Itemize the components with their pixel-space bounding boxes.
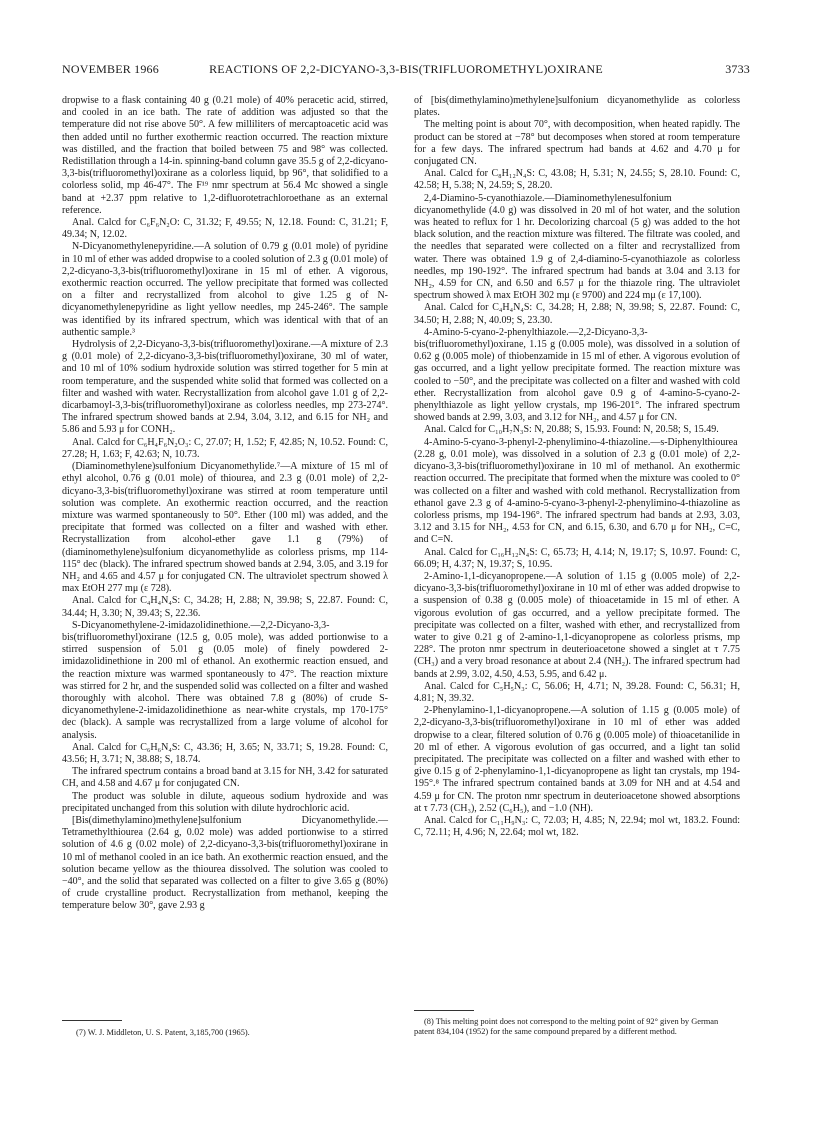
- paragraph: 2,4-Diamino-5-cyanothiazole.—Diaminomethylenesulfonium dicyanomethylide (4.0 g) was dissolved in 20 ml of hot water, and the solution was heated to reflux for 1 hr. Decolorizing charcoal (5 g) was added to the hot black solution, and the reaction mixture was filtered. The filtrate was cooled, and the needles that separated were collected on a filter and recrystallized from water. There was obtained 1.9 g of 2,4-diamino-5-cyanothiazole as colorless needles, mp 190-192°. The infrared spectrum had bands at 3.04 and 3.13 for NH₂, 4.59 for CN, and 6.50 and 6.57 μ for the thiazole ring. The ultraviolet spectrum showed λ max EtOH 302 mμ (ε 9700) and 224 mμ (ε 17,100).: [414, 192, 740, 302]
- paragraph: Anal. Calcd for C₆H₄F₆N₂O₃: C, 27.07; H, 1.52; F, 42.85; N, 10.52. Found: C, 27.28; H, 1.63; F, 42.63; N, 10.73.: [62, 436, 388, 460]
- paragraph: The infrared spectrum contains a broad band at 3.15 for NH, 3.42 for saturated CH, and 4.58 and 4.67 μ for conjugated CN.: [62, 766, 388, 790]
- right-column: [414, 95, 740, 839]
- paragraph: N-Dicyanomethylenepyridine.—A solution of 0.79 g (0.01 mole) of pyridine in 10 ml of ether was added dropwise to a cooled solution of 2.3 g (0.01 mole) of 2,2-dicyano-3,3-bis(trifluoromethyl)oxirane in 15 ml of ether. A vigorous, exothermic reaction occurred. The yellow precipitate that formed was collected on a filter and recrystallized from alcohol to give 1.25 g of N-dicyanomethylenepyridine as light yellow needles, mp 245-246°. The sample was identified by its infrared spectrum, which was identical with that of an authentic sample.³: [62, 241, 388, 338]
- paragraph: dropwise to a flask containing 40 g (0.21 mole) of 40% peracetic acid, stirred, and cooled in an ice bath. The rate of addition was adjusted so that the temperature did not rise above 50°. A few milliliters of mercaptoacetic acid was then added until no further exothermic reaction occurred. The reaction mixture was distilled, and the fraction that boiled between 75 and 98° was collected. Redistillation through a 14-in. spinning-band column gave 35.5 g of 2,2-dicyano-3,3-bis(trifluoromethyl)oxirane as a colorless liquid, bp 96°, that solidified to a colorless solid, mp 46-47°. The F¹⁹ nmr spectrum at 56.4 Mc showed a single band at +2.37 ppm relative to 1,2-difluorotetrachloroethane as an external reference.: [62, 95, 388, 216]
- paragraph: S-Dicyanomethylene-2-imidazolidinethione.—2,2-Dicyano-3,3-bis(trifluoromethyl)oxirane (12.5 g, 0.05 mole), was added portionwise to a stirred suspension of 5.01 g (0.05 mole) of finely powdered 2-imidazolidinethione in 200 ml of ethanol. An exothermic reaction ensued, and the reaction mixture was warmed spontaneously to 47°. The reaction mixture was stirred for 2 hr, and the suspended solid was collected on a filter and washed thoroughly with alcohol. There was obtained 7.8 g (80%) of crude S-dicyanomethylene-2-imidazolidinethione as near-white crystals, mp 170-175° dec (black). A sample was recrystallized from a large volume of alcohol for analysis.: [62, 619, 388, 741]
- left-column: [62, 95, 388, 913]
- paragraph: Hydrolysis of 2,2-Dicyano-3,3-bis(trifluoromethyl)oxirane.—A mixture of 2.3 g (0.01 mole) of 2,2-dicyano-3,3-bis(trifluoromethyl)oxirane, 30 ml of water, and 10 ml of 10% sodium hydroxide solution was stirred together for 5 min at room temperature, and the suspended white solid that formed was collected on a filter and washed with water. Recrystallization from alcohol gave 1.01 g of 2,2-dicarbamoyl-3,3-bis(trifluoromethyl)oxirane as colorless needles, mp 273-274°. The infrared spectrum showed bands at 2.94, 3.04, 3.12, and 6.15 for NH₂ and 5.86 and 5.93 μ for CONH₂.: [62, 339, 388, 436]
- paragraph: 2-Phenylamino-1,1-dicyanopropene.—A solution of 1.15 g (0.005 mole) of 2,2-dicyano-3,3-bis(trifluoromethyl)oxirane in 10 ml of ether was added dropwise to a clear, filtered solution of 0.76 g (0.005 mole) of thioacetanilide in 20 ml of ether. A vigorous evolution of gas occurred, and a light tan solid precipitated. The precipitate was collected on a filter and washed with ether to give 0.15 g of 2-phenylamino-1,1-dicyanopropene as light tan crystals, mp 194-195°.⁸ The infrared spectrum contained bands at 3.09 for NH and at 4.54 and 4.59 μ for CN. The proton nmr spectrum in deuterioacetone showed absorptions at τ 7.73 (CH₃), 2.52 (C₆H₅), and −1.0 (NH).: [414, 705, 740, 814]
- header-title: REACTIONS OF 2,2-DICYANO-3,3-BIS(TRIFLUOROMETHYL)OXIRANE: [209, 62, 603, 76]
- paragraph: (Diaminomethylene)sulfonium Dicyanomethylide.⁷—A mixture of 15 ml of ethyl alcohol, 0.76 g (0.01 mole) of thiourea, and 2.3 g (0.01 mole) of 2,2-dicyano-3,3-bis(trifluoromethyl)oxirane was stirred at room temperature until solution was complete. An exothermic reaction occurred, and the reaction mixture was warmed spontaneously to 50°. Ether (100 ml) was added, and the precipitate that formed was collected on a filter and washed with ether. Recrystallization from alcohol-ether gave 1.1 g (79%) of (diaminomethylene)sulfonium dicyanomethylide as colorless prisms, mp 114-115° dec (black). The infrared spectrum showed bands at 2.94, 3.05, and 3.19 for NH₂ and 4.65 and 4.57 μ for conjugated CN. The ultraviolet spectrum showed λ max EtOH 277 mμ (ε 728).: [62, 461, 388, 595]
- paragraph: 2-Amino-1,1-dicyanopropene.—A solution of 1.15 g (0.005 mole) of 2,2-dicyano-3,3-bis(trifluoromethyl)oxirane in 10 ml of ether was added dropwise to a suspension of 0.38 g (0.005 mole) of thioacetamide in 15 ml of ether. A vigorous evolution of gas occurred, and a yellow precipitate formed. The precipitate was collected on a filter, washed with ether, and recrystallized from water to give 0.21 g of 2-amino-1,1-dicyanopropene as colorless prisms, mp 228°. The proton nmr spectrum in deuterioacetone showed a singlet at τ 7.75 (CH₃) and a very broad resonance at about 2.4 (NH₂). The infrared spectrum had bands at 2.99, 3.02, 4.50, 4.53, 5.95, and 6.42 μ.: [414, 570, 740, 680]
- header-date: NOVEMBER 1966: [62, 62, 159, 76]
- page-number: 3733: [725, 62, 750, 76]
- paragraph: The product was soluble in dilute, aqueous sodium hydroxide and was precipitated unchanged from this solution with dilute hydrochloric acid.: [62, 790, 388, 814]
- footnote-divider: [62, 1020, 122, 1021]
- paragraph: Anal. Calcd for C₆H₆N₄S: C, 43.36; H, 3.65; N, 33.71; S, 19.28. Found: C, 43.56; H, 3.71; N, 38.88; S, 18.74.: [62, 741, 388, 765]
- paragraph: Anal. Calcd for C₄H₄N₄S: C, 34.28; H, 2.88; N, 39.98; S, 22.87. Found: C, 34.50; H, 2.88; N, 40.09; S, 23.30.: [414, 302, 740, 326]
- paragraph: Anal. Calcd for C₁₁H₉N₃: C, 72.03; H, 4.85; N, 22.94; mol wt, 183.2. Found: C, 72.11; H, 4.96; N, 22.64; mol wt, 182.: [414, 814, 740, 839]
- paragraph: Anal. Calcd for C₁₆H₁₂N₄S: C, 65.73; H, 4.14; N, 19.17; S, 10.97. Found: C, 66.09; H, 4.37; N, 19.37; S, 10.95.: [414, 546, 740, 570]
- paragraph: Anal. Calcd for C₁₀H₇N₃S: N, 20.88; S, 15.93. Found: N, 20.58; S, 15.49.: [424, 424, 719, 436]
- running-header: [62, 62, 750, 82]
- paragraph: Anal. Calcd for C₅H₅N₃: C, 56.06; H, 4.71; N, 39.28. Found: C, 56.31; H, 4.81; N, 39.32.: [414, 680, 740, 704]
- paragraph: Anal. Calcd for C₈H₁₂N₄S: C, 43.08; H, 5.31; N, 24.55; S, 28.10. Found: C, 42.58; H, 5.38; N, 24.59; S, 28.20.: [414, 168, 740, 192]
- paragraph: 4-Amino-5-cyano-3-phenyl-2-phenylimino-4-thiazoline.—s-Diphenylthiourea (2.28 g, 0.01 mole), was dissolved in a solution of 2.3 g (0.01 mole) of 2,2-dicyano-3,3-bis(trifluoromethyl)oxirane in 10 ml of methanol. An exothermic reaction occurred. The precipitate that formed when the mixture was cooled to 0° was collected on a filter and washed with cold methanol. Recrystallization from ethanol gave 2.3 g of 4-amino-5-cyano-3-phenyl-2-phenylimino-4-thiazoline as colorless prisms, mp 194-196°. The infrared spectrum had bands at 2.93, 3.03, 3.12 and 3.15 for NH₂, 4.53 for CN, and 6.15, 6.30, and 6.70 μ for NH₂, C=C, and C=N.: [414, 436, 740, 546]
- paragraph: Anal. Calcd for C₄H₄N₄S: C, 34.28; H, 2.88; N, 39.98; S, 22.87. Found: C, 34.44; H, 3.30; N, 39.43; S, 22.36.: [62, 595, 388, 619]
- paragraph: Anal. Calcd for C₆F₆N₂O: C, 31.32; F, 49.55; N, 12.18. Found: C, 31.21; F, 49.34; N, 12.02.: [62, 217, 388, 241]
- paragraph: 4-Amino-5-cyano-2-phenylthiazole.—2,2-Dicyano-3,3-bis(trifluoromethyl)oxirane, 1.15 g (0.005 mole), was dissolved in a solution of 0.62 g (0.005 mole) of thiobenzamide in 15 ml of ether. A vigorous evolution of gas occurred, and a light yellow precipitate formed. The reaction mixture was cooled to −50°, and the precipitate was collected on a filter and washed with cold ether. Recrystallization from alcohol gave 0.9 g of 4-amino-5-cyano-2-phenylthiazole as light yellow crystals, mp 196-201°. The infrared spectrum showed bands at 2.99, 3.03, and 3.12 for NH₂, and 4.57 μ for CN.: [414, 326, 740, 424]
- paragraph: of [bis(dimethylamino)methylene]sulfonium dicyanomethylide as colorless plates.: [414, 95, 740, 119]
- footnote-divider: [414, 1010, 474, 1011]
- footnote-8: (8) This melting point does not correspond to the melting point of 92° given by German patent 834,104 (1952) for the same compound prepared by a different method.: [414, 1017, 719, 1036]
- footnote-7: (7) W. J. Middleton, U. S. Patent, 3,185,700 (1965).: [76, 1028, 250, 1037]
- paragraph: The melting point is about 70°, with decomposition, when heated rapidly. The product can be stored at −78° but decomposes when stored at room temperature for a few days. The infrared spectrum had bands at 4.62 and 4.70 μ for conjugated CN.: [414, 119, 740, 168]
- paragraph: [Bis(dimethylamino)methylene]sulfonium Dicyanomethylide.—Tetramethylthiourea (2.64 g, 0.02 mole) was added portionwise to a stirred solution of 4.6 g (0.02 mole) of 2,2-dicyano-3,3-bis(trifluoromethyl)oxirane in 10 ml of methanol cooled in an ice bath. An exothermic reaction ensued, and the solution became yellow as the thiourea dissolved. The solution was cooled to −40°, and the solid that separated was collected on a filter to give 3.65 g (80%) of crude crystalline product. Recrystallization from methanol, keeping the temperature below 30°, gave 2.93 g: [62, 814, 388, 912]
